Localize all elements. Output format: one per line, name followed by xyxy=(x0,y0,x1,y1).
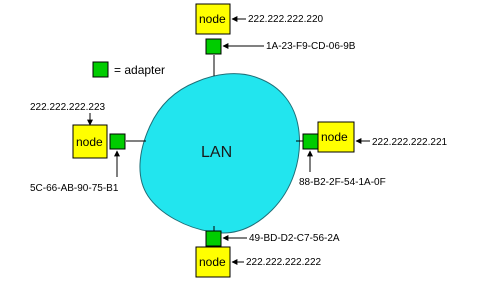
bottom-node-mac: 49-BD-D2-C7-56-2A xyxy=(249,233,340,244)
right-node-label: node xyxy=(321,130,348,144)
bottom-adapter xyxy=(206,231,221,246)
right-node-mac: 88-B2-2F-54-1A-0F xyxy=(299,177,386,188)
left-node-mac: 5C-66-AB-90-75-B1 xyxy=(30,183,119,194)
right-node-ip: 222.222.222.221 xyxy=(372,137,448,148)
left-node-label: node xyxy=(76,135,103,149)
legend-text: = adapter xyxy=(114,63,166,77)
top-node-ip: 222.222.222.220 xyxy=(248,14,324,25)
legend-adapter-swatch xyxy=(93,62,108,77)
bottom-node-label: node xyxy=(199,255,226,269)
left-adapter xyxy=(110,134,125,149)
top-node-label: node xyxy=(199,12,226,26)
right-adapter xyxy=(303,134,318,149)
bottom-node-ip: 222.222.222.222 xyxy=(246,257,322,268)
top-adapter xyxy=(206,39,221,54)
lan-label: LAN xyxy=(201,144,233,161)
left-node-ip: 222.222.222.223 xyxy=(30,102,106,113)
top-node-mac: 1A-23-F9-CD-06-9B xyxy=(266,41,356,52)
